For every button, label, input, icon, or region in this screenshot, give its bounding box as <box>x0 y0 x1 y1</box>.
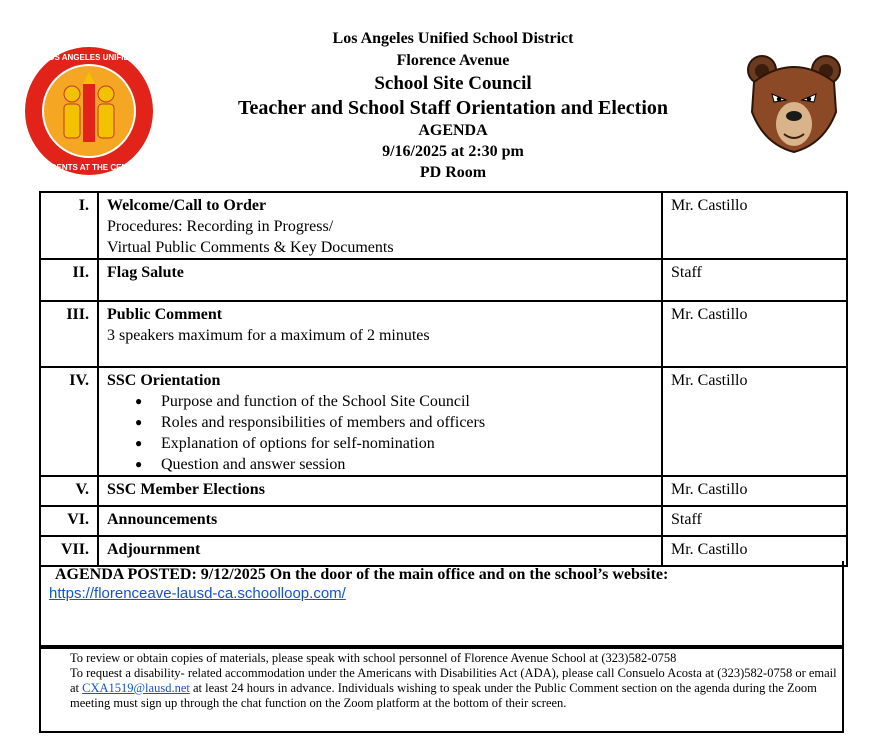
council-name: School Site Council <box>374 73 532 94</box>
bullet-list <box>107 391 653 475</box>
item-number: IV. <box>40 367 98 476</box>
posted-notice: AGENDA POSTED: 9/12/2025 On the door of the main office and on the school’s website: <box>55 566 669 583</box>
item-presenter: Mr. Castillo <box>662 536 847 566</box>
item-number: V. <box>40 476 98 506</box>
agenda-header <box>0 28 878 183</box>
item-title: SSC Orientation <box>107 372 221 389</box>
footer-notice-box <box>39 647 844 733</box>
agenda-row <box>40 301 847 367</box>
item-line: Procedures: Recording in Progress/ <box>107 218 334 235</box>
footer-line-accommodation <box>70 666 840 711</box>
agenda-row <box>40 506 847 536</box>
meeting-title: Teacher and School Staff Orientation and Election <box>237 97 669 119</box>
footer-text: at least 24 hours in advance. Individuals wishing to speak under the Public Comment section on the agenda during the Zoom meeting must sign up through the chat function on the Zoom platform at the bottom of their screen. <box>70 681 817 710</box>
agenda-label: AGENDA <box>418 122 488 139</box>
item-title: Public Comment <box>107 306 223 323</box>
item-content <box>98 301 662 367</box>
bullet-item: ● Explanation of options for self-nomination <box>135 433 653 454</box>
item-content <box>98 367 662 476</box>
item-number: VII. <box>40 536 98 566</box>
item-title: Welcome/Call to Order <box>107 197 267 214</box>
meeting-location: PD Room <box>419 164 487 181</box>
item-number: VI. <box>40 506 98 536</box>
posted-notice-box <box>39 561 844 647</box>
footer-line-materials: To review or obtain copies of materials, please speak with school personnel of Florence Avenue School at (323)582-0758 <box>70 651 677 665</box>
item-title: Announcements <box>107 511 218 528</box>
item-presenter: Mr. Castillo <box>662 476 847 506</box>
bullet-item: ● Question and answer session <box>135 454 653 475</box>
svg-text:LOS ANGELES UNIFIED: LOS ANGELES UNIFIED <box>43 53 135 62</box>
agenda-row <box>40 259 847 301</box>
footer-notice <box>70 651 840 711</box>
district-name: Los Angeles Unified School District <box>332 30 574 47</box>
item-content <box>98 192 662 259</box>
item-number: II. <box>40 259 98 301</box>
item-title: SSC Member Elections <box>107 481 265 498</box>
item-number: I. <box>40 192 98 259</box>
meeting-datetime: 9/16/2025 at 2:30 pm <box>382 143 524 160</box>
item-presenter: Mr. Castillo <box>662 367 847 476</box>
item-presenter: Mr. Castillo <box>662 301 847 367</box>
agenda-row <box>40 476 847 506</box>
bullet-item: ● Purpose and function of the School Site Council <box>135 391 653 412</box>
item-content <box>98 476 662 506</box>
school-website-link[interactable]: https://florenceave-lausd-ca.schoolloop.com/ <box>49 585 346 602</box>
footer-text: To request a disability- related accommodation under the Americans with Disabilities Act (ADA), please call Consuelo Acosta at (323)582-0758 or email at <box>70 666 837 695</box>
item-title: Adjournment <box>107 541 201 558</box>
item-line: Virtual Public Comments & Key Documents <box>107 239 394 256</box>
agenda-row <box>40 367 847 476</box>
item-title: Flag Salute <box>107 264 184 281</box>
agenda-table <box>39 191 848 567</box>
item-content <box>98 506 662 536</box>
item-content <box>98 259 662 301</box>
item-presenter: Staff <box>662 506 847 536</box>
bullet-item: ● Roles and responsibilities of members and officers <box>135 412 653 433</box>
item-presenter: Mr. Castillo <box>662 192 847 259</box>
item-presenter: Staff <box>662 259 847 301</box>
item-number: III. <box>40 301 98 367</box>
agenda-row <box>40 192 847 259</box>
email-link[interactable]: CXA1519@lausd.net <box>82 681 190 695</box>
item-line: 3 speakers maximum for a maximum of 2 minutes <box>107 327 430 344</box>
school-name: Florence Avenue <box>396 52 510 69</box>
svg-text:STUDENTS AT THE CENTER: STUDENTS AT THE CENTER <box>34 163 144 172</box>
